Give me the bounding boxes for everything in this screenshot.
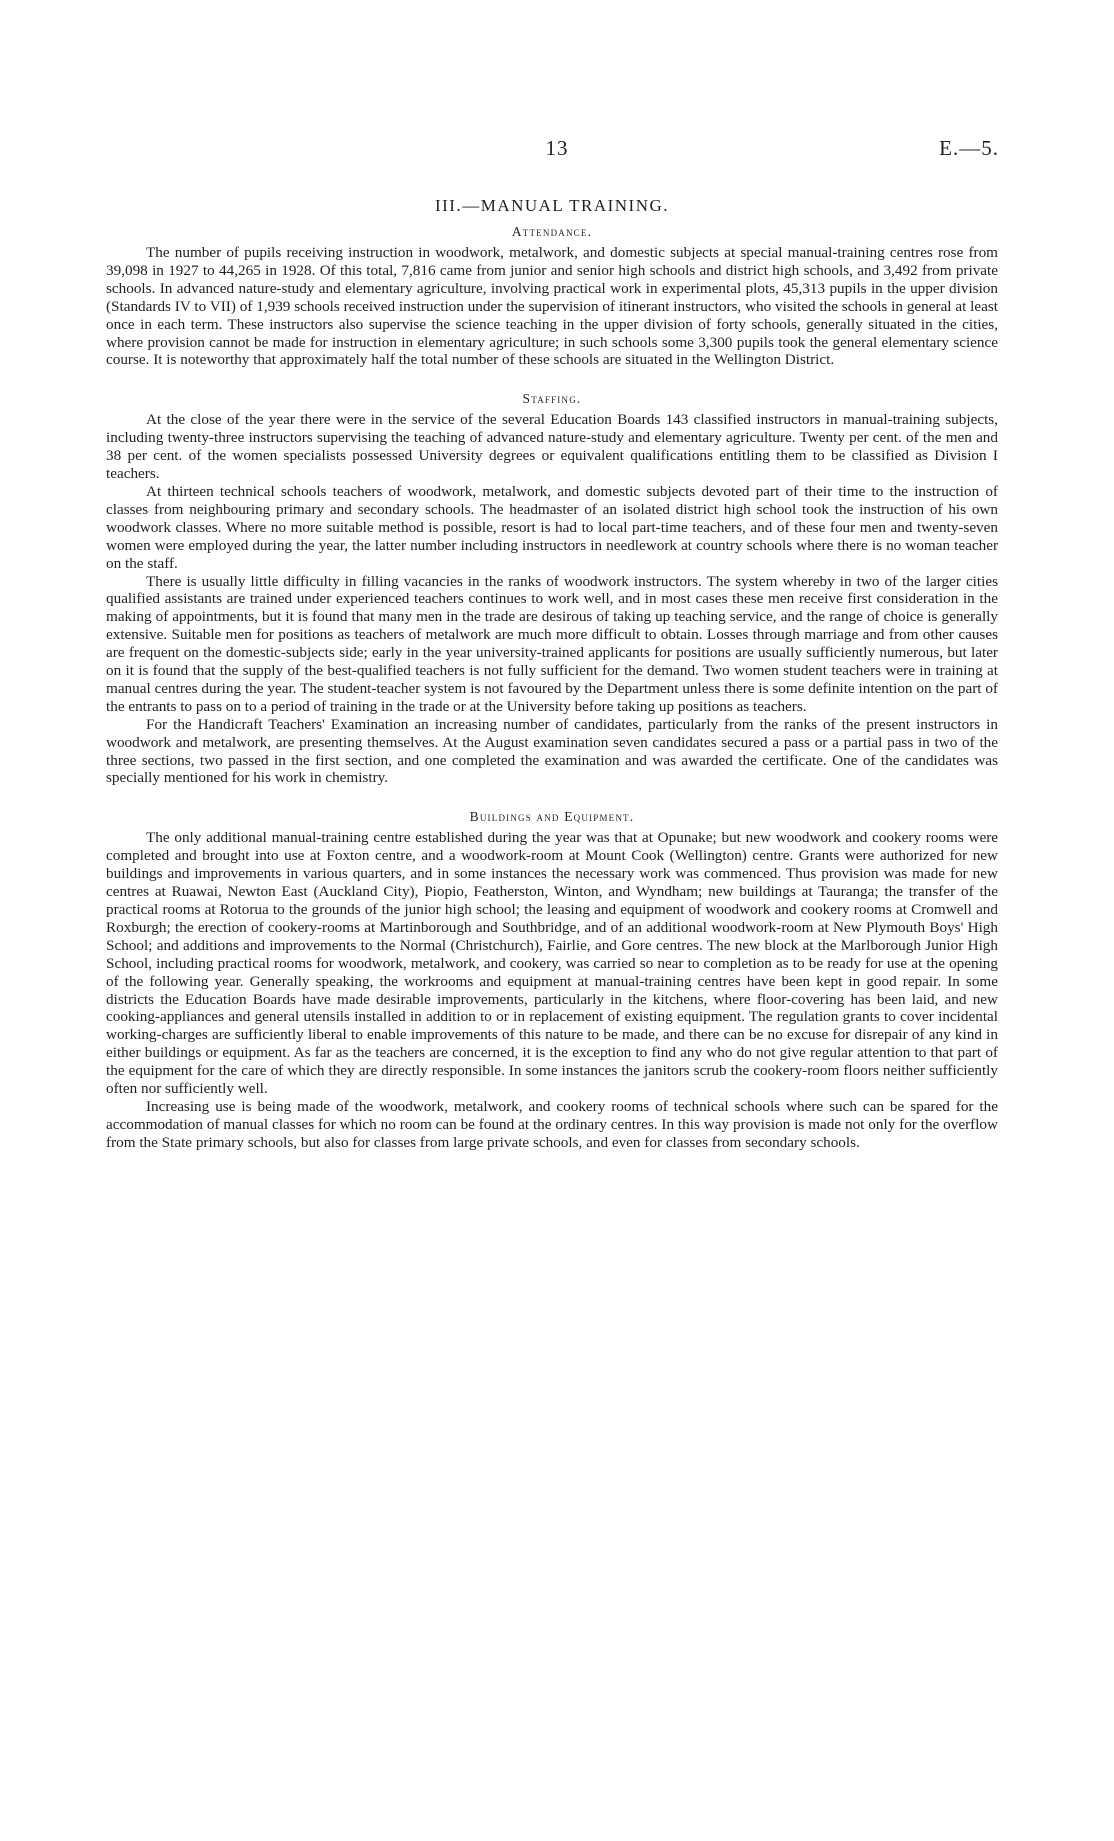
document-reference: E.—5. — [939, 136, 999, 160]
paragraph: At thirteen technical schools teachers of woodwork, metalwork, and domestic subjects devoted part of their time to the instruction of classes from neighbouring primary and secondary schools. The headmaster of an isolated district high school took the instruction of his own woodwork classes. Where no more suitable method is possible, resort is had to local part-time teachers, and of these four men and twenty-seven women were employed during the year, the latter number including instructors in needlework at country schools where there is no woman teacher on the staff. — [106, 482, 998, 572]
paragraph: The only additional manual-training centre established during the year was that at Opunake; but new woodwork and cookery rooms were completed and brought into use at Foxton centre, and a woodwork-room at Mount Cook (Wellington) centre. Grants were authorized for new buildings and improvements in various quarters, and in some instances the necessary work was commenced. Thus provision was made for new centres at Ruawai, Newton East (Auckland City), Piopio, Featherston, Winton, and Wyndham; new buildings at Tauranga; the transfer of the practical rooms at Rotorua to the grounds of the junior high school; the leasing and equipment of woodwork and cookery rooms at Cromwell and Roxburgh; the erection of cookery-rooms at Martinborough and Southbridge, and of an additional woodwork-room at New Plymouth Boys' High School; and additions and improvements to the Normal (Christchurch), Fairlie, and Gore centres. The new block at the Marlborough Junior High School, including practical rooms for woodwork, metalwork, and cookery, was carried so near to completion as to be ready for use at the opening of the following year. Generally speaking, the workrooms and equipment at manual-training centres have been kept in good repair. In some districts the Education Boards have made desirable improvements, particularly in the kitchens, where floor-covering has been laid, and new cooking-appliances and general utensils installed in addition to or in replacement of existing equipment. The regulation grants to cover incidental working-charges are sufficiently liberal to enable improvements of this nature to be made, and there can be no excuse for disrepair of any kind in either buildings or equipment. As far as the teachers are concerned, it is the exception to find any who do not give regular attention to that part of the equipment for the care of which they are directly responsible. In some instances the janitors scrub the cookery-room floors neither sufficiently often nor sufficiently well. — [106, 829, 998, 1098]
paragraph: The number of pupils receiving instruction in woodwork, metalwork, and domestic subjects at special manual-training centres rose from 39,098 in 1927 to 44,265 in 1928. Of this total, 7,816 came from junior and senior high schools and district high schools, and 3,492 from private schools. In advanced nature-study and elementary agriculture, involving practical work in experimental plots, 45,313 pupils in the upper division (Standards IV to VII) of 1,939 schools received instruction under the supervision of itinerant instructors, who visited the schools in general at least once in each term. These instructors also supervise the science teaching in the upper division of forty schools, generally situated in the cities, where provision cannot be made for instruction in elementary agriculture; in such schools some 3,300 pupils took the general elementary science course. It is noteworthy that approximately half the total number of these schools are situated in the Wellington District. — [106, 244, 998, 369]
paragraph: Increasing use is being made of the woodwork, metalwork, and cookery rooms of technical schools where such can be spared for the accommodation of manual classes for which no room can be found at the ordinary centres. In this way provision is made not only for the overflow from the State primary schools, but also for classes from large private schools, and even for classes from secondary schools. — [106, 1097, 998, 1151]
document-body — [106, 196, 998, 1174]
paragraph: For the Handicraft Teachers' Examination an increasing number of candidates, particularly from the ranks of the present instructors in woodwork and metalwork, are presenting themselves. At the August examination seven candidates secured a pass or a partial pass in two of the three sections, two passed in the first section, and one completed the examination and was awarded the certificate. One of the candidates was specially mentioned for his work in chemistry. — [106, 715, 998, 787]
section-title: III.—MANUAL TRAINING. — [434, 196, 670, 215]
staffing-section — [106, 391, 998, 787]
page-header — [0, 136, 1114, 166]
paragraph: At the close of the year there were in the service of the several Education Boards 143 classified instructors in manual-training subjects, including twenty-three instructors supervising the teaching of advanced nature-study and elementary agriculture. Twenty per cent. of the men and 38 per cent. of the women specialists possessed University degrees or equivalent qualifications entitling them to be classified as Division I teachers. — [106, 411, 998, 483]
staffing-heading: Staffing. — [522, 391, 582, 407]
paragraph: There is usually little difficulty in filling vacancies in the ranks of woodwork instructors. The system whereby in two of the larger cities qualified assistants are trained under experienced teachers continues to work well, and in most cases these men receive first consideration in the making of appointments, but it is found that many men in the trade are desirous of taking up teaching service, and the range of choice is generally extensive. Suitable men for positions as teachers of metalwork are much more difficult to obtain. Losses through marriage and from other causes are frequent on the domestic-subjects side; early in the year university-trained applicants for positions are usually sufficiently numerous, but later on it is found that the supply of the best-qualified teachers is not fully sufficient for the demand. Two women student teachers were in training at manual centres during the year. The student-teacher system is not favoured by the Department unless there is some definite intention on the part of the entrants to pass on to a period of training in the trade or at the University before taking up positions as teachers. — [106, 572, 998, 715]
attendance-heading: Attendance. — [511, 224, 593, 239]
buildings-section — [106, 809, 998, 1151]
page-number: 13 — [545, 136, 569, 160]
attendance-section — [106, 224, 998, 369]
buildings-heading: Buildings and Equipment. — [469, 809, 635, 825]
